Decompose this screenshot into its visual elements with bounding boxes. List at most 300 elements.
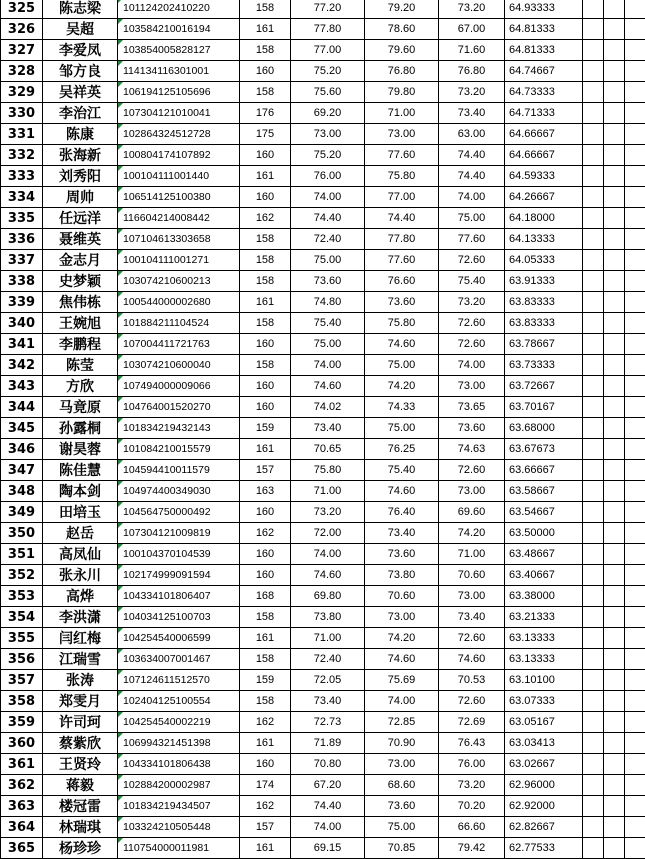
empty-cell[interactable] (625, 313, 645, 334)
code-cell[interactable]: 158 (240, 313, 291, 334)
score-3-cell[interactable]: 71.60 (439, 40, 505, 61)
name-cell[interactable]: 张涛 (43, 670, 118, 691)
average-cell[interactable]: 64.13333 (505, 229, 583, 250)
name-cell[interactable]: 高凤仙 (43, 544, 118, 565)
average-cell[interactable]: 63.48667 (505, 544, 583, 565)
score-2-cell[interactable]: 73.60 (365, 544, 439, 565)
score-2-cell[interactable]: 77.00 (365, 187, 439, 208)
empty-cell[interactable] (583, 334, 604, 355)
score-3-cell[interactable]: 76.80 (439, 61, 505, 82)
empty-cell[interactable] (604, 523, 625, 544)
empty-cell[interactable] (625, 103, 645, 124)
rank-cell[interactable]: 364 (1, 817, 43, 838)
score-1-cell[interactable]: 75.80 (291, 460, 365, 481)
candidate-id-cell[interactable] (118, 838, 240, 859)
score-1-cell[interactable]: 70.65 (291, 439, 365, 460)
code-cell[interactable]: 160 (240, 565, 291, 586)
name-cell[interactable]: 杨珍珍 (43, 838, 118, 859)
score-1-cell[interactable]: 72.40 (291, 229, 365, 250)
rank-cell[interactable]: 356 (1, 649, 43, 670)
score-3-cell[interactable]: 70.53 (439, 670, 505, 691)
score-2-cell[interactable]: 74.60 (365, 481, 439, 502)
empty-cell[interactable] (604, 565, 625, 586)
score-3-cell[interactable]: 73.60 (439, 418, 505, 439)
score-3-cell[interactable]: 76.00 (439, 754, 505, 775)
empty-cell[interactable] (604, 607, 625, 628)
name-cell[interactable]: 陈莹 (43, 355, 118, 376)
score-2-cell[interactable]: 74.60 (365, 334, 439, 355)
name-cell[interactable]: 陈康 (43, 124, 118, 145)
average-cell[interactable]: 63.07333 (505, 691, 583, 712)
score-2-cell[interactable]: 73.40 (365, 523, 439, 544)
code-cell[interactable]: 160 (240, 544, 291, 565)
empty-cell[interactable] (583, 376, 604, 397)
empty-cell[interactable] (583, 208, 604, 229)
candidate-id-cell[interactable] (118, 250, 240, 271)
score-3-cell[interactable]: 72.60 (439, 460, 505, 481)
empty-cell[interactable] (625, 523, 645, 544)
empty-cell[interactable] (604, 208, 625, 229)
empty-cell[interactable] (604, 670, 625, 691)
candidate-id-cell[interactable] (118, 334, 240, 355)
candidate-id-cell[interactable] (118, 649, 240, 670)
empty-cell[interactable] (604, 334, 625, 355)
empty-cell[interactable] (583, 292, 604, 313)
score-3-cell[interactable]: 73.20 (439, 82, 505, 103)
score-1-cell[interactable]: 74.00 (291, 187, 365, 208)
empty-cell[interactable] (604, 397, 625, 418)
name-cell[interactable]: 邹方良 (43, 61, 118, 82)
empty-cell[interactable] (604, 628, 625, 649)
rank-cell[interactable]: 335 (1, 208, 43, 229)
average-cell[interactable]: 63.83333 (505, 313, 583, 334)
score-2-cell[interactable]: 72.85 (365, 712, 439, 733)
code-cell[interactable]: 161 (240, 838, 291, 859)
average-cell[interactable]: 63.40667 (505, 565, 583, 586)
average-cell[interactable]: 63.10100 (505, 670, 583, 691)
average-cell[interactable]: 63.83333 (505, 292, 583, 313)
score-1-cell[interactable]: 74.00 (291, 355, 365, 376)
empty-cell[interactable] (625, 418, 645, 439)
empty-cell[interactable] (583, 229, 604, 250)
empty-cell[interactable] (604, 313, 625, 334)
score-1-cell[interactable]: 76.00 (291, 166, 365, 187)
name-cell[interactable]: 张海新 (43, 145, 118, 166)
name-cell[interactable]: 蒋毅 (43, 775, 118, 796)
empty-cell[interactable] (625, 460, 645, 481)
empty-cell[interactable] (625, 208, 645, 229)
name-cell[interactable]: 林瑞琪 (43, 817, 118, 838)
candidate-id-cell[interactable] (118, 439, 240, 460)
score-1-cell[interactable]: 73.40 (291, 691, 365, 712)
empty-cell[interactable] (583, 271, 604, 292)
candidate-id-cell[interactable] (118, 418, 240, 439)
empty-cell[interactable] (625, 271, 645, 292)
code-cell[interactable]: 174 (240, 775, 291, 796)
rank-cell[interactable]: 346 (1, 439, 43, 460)
score-1-cell[interactable]: 77.20 (291, 0, 365, 19)
empty-cell[interactable] (604, 82, 625, 103)
score-2-cell[interactable]: 73.60 (365, 796, 439, 817)
empty-cell[interactable] (604, 817, 625, 838)
name-cell[interactable]: 陶本剑 (43, 481, 118, 502)
score-1-cell[interactable]: 69.15 (291, 838, 365, 859)
average-cell[interactable]: 63.50000 (505, 523, 583, 544)
code-cell[interactable]: 158 (240, 229, 291, 250)
average-cell[interactable]: 63.66667 (505, 460, 583, 481)
name-cell[interactable]: 郑雯月 (43, 691, 118, 712)
score-2-cell[interactable]: 76.40 (365, 502, 439, 523)
average-cell[interactable]: 63.73333 (505, 355, 583, 376)
score-3-cell[interactable]: 69.60 (439, 502, 505, 523)
code-cell[interactable]: 158 (240, 82, 291, 103)
empty-cell[interactable] (583, 40, 604, 61)
candidate-id-cell[interactable] (118, 691, 240, 712)
candidate-id-cell[interactable] (118, 607, 240, 628)
empty-cell[interactable] (604, 691, 625, 712)
score-3-cell[interactable]: 76.43 (439, 733, 505, 754)
average-cell[interactable]: 62.92000 (505, 796, 583, 817)
score-1-cell[interactable]: 69.20 (291, 103, 365, 124)
score-2-cell[interactable]: 73.60 (365, 292, 439, 313)
score-3-cell[interactable]: 74.00 (439, 187, 505, 208)
empty-cell[interactable] (604, 502, 625, 523)
score-3-cell[interactable]: 73.00 (439, 376, 505, 397)
score-2-cell[interactable]: 74.00 (365, 691, 439, 712)
score-3-cell[interactable]: 72.69 (439, 712, 505, 733)
average-cell[interactable]: 64.81333 (505, 19, 583, 40)
score-3-cell[interactable]: 74.60 (439, 649, 505, 670)
candidate-id-cell[interactable] (118, 502, 240, 523)
score-3-cell[interactable]: 74.40 (439, 166, 505, 187)
empty-cell[interactable] (583, 649, 604, 670)
code-cell[interactable]: 160 (240, 376, 291, 397)
empty-cell[interactable] (604, 838, 625, 859)
score-2-cell[interactable]: 79.60 (365, 40, 439, 61)
empty-cell[interactable] (604, 145, 625, 166)
score-1-cell[interactable]: 77.80 (291, 19, 365, 40)
average-cell[interactable]: 63.70167 (505, 397, 583, 418)
empty-cell[interactable] (625, 355, 645, 376)
code-cell[interactable]: 163 (240, 481, 291, 502)
empty-cell[interactable] (583, 838, 604, 859)
empty-cell[interactable] (583, 607, 604, 628)
rank-cell[interactable]: 337 (1, 250, 43, 271)
score-1-cell[interactable]: 71.89 (291, 733, 365, 754)
score-2-cell[interactable]: 68.60 (365, 775, 439, 796)
empty-cell[interactable] (625, 124, 645, 145)
code-cell[interactable]: 158 (240, 355, 291, 376)
rank-cell[interactable]: 350 (1, 523, 43, 544)
name-cell[interactable]: 楼冠雷 (43, 796, 118, 817)
score-1-cell[interactable]: 69.80 (291, 586, 365, 607)
empty-cell[interactable] (604, 355, 625, 376)
average-cell[interactable]: 62.77533 (505, 838, 583, 859)
candidate-id-cell[interactable] (118, 796, 240, 817)
candidate-id-cell[interactable] (118, 733, 240, 754)
empty-cell[interactable] (583, 355, 604, 376)
empty-cell[interactable] (583, 187, 604, 208)
candidate-id-cell[interactable] (118, 292, 240, 313)
score-2-cell[interactable]: 70.85 (365, 838, 439, 859)
empty-cell[interactable] (604, 124, 625, 145)
score-2-cell[interactable]: 79.80 (365, 82, 439, 103)
score-1-cell[interactable]: 73.00 (291, 124, 365, 145)
code-cell[interactable]: 176 (240, 103, 291, 124)
empty-cell[interactable] (604, 103, 625, 124)
code-cell[interactable]: 160 (240, 502, 291, 523)
score-1-cell[interactable]: 72.05 (291, 670, 365, 691)
empty-cell[interactable] (583, 82, 604, 103)
code-cell[interactable]: 159 (240, 418, 291, 439)
score-2-cell[interactable]: 74.60 (365, 649, 439, 670)
candidate-id-cell[interactable] (118, 355, 240, 376)
score-2-cell[interactable]: 73.00 (365, 754, 439, 775)
average-cell[interactable]: 63.58667 (505, 481, 583, 502)
average-cell[interactable]: 63.21333 (505, 607, 583, 628)
empty-cell[interactable] (604, 439, 625, 460)
code-cell[interactable]: 162 (240, 712, 291, 733)
empty-cell[interactable] (583, 544, 604, 565)
score-1-cell[interactable]: 75.40 (291, 313, 365, 334)
empty-cell[interactable] (625, 775, 645, 796)
score-1-cell[interactable]: 74.80 (291, 292, 365, 313)
score-2-cell[interactable]: 75.40 (365, 460, 439, 481)
name-cell[interactable]: 陈志梁 (43, 0, 118, 19)
name-cell[interactable]: 吴祥英 (43, 82, 118, 103)
score-3-cell[interactable]: 72.60 (439, 313, 505, 334)
candidate-id-cell[interactable] (118, 229, 240, 250)
score-3-cell[interactable]: 74.40 (439, 145, 505, 166)
score-3-cell[interactable]: 79.42 (439, 838, 505, 859)
name-cell[interactable]: 聂维英 (43, 229, 118, 250)
score-3-cell[interactable]: 73.00 (439, 481, 505, 502)
empty-cell[interactable] (625, 397, 645, 418)
score-1-cell[interactable]: 77.00 (291, 40, 365, 61)
score-2-cell[interactable]: 75.00 (365, 418, 439, 439)
rank-cell[interactable]: 345 (1, 418, 43, 439)
candidate-id-cell[interactable] (118, 82, 240, 103)
empty-cell[interactable] (625, 544, 645, 565)
empty-cell[interactable] (625, 145, 645, 166)
empty-cell[interactable] (625, 376, 645, 397)
candidate-id-cell[interactable] (118, 628, 240, 649)
name-cell[interactable]: 谢昊蓉 (43, 439, 118, 460)
empty-cell[interactable] (583, 439, 604, 460)
score-1-cell[interactable]: 73.60 (291, 271, 365, 292)
empty-cell[interactable] (583, 124, 604, 145)
average-cell[interactable]: 64.59333 (505, 166, 583, 187)
score-2-cell[interactable]: 75.80 (365, 166, 439, 187)
candidate-id-cell[interactable] (118, 103, 240, 124)
code-cell[interactable]: 162 (240, 796, 291, 817)
candidate-id-cell[interactable] (118, 565, 240, 586)
score-1-cell[interactable]: 75.00 (291, 334, 365, 355)
score-3-cell[interactable]: 73.40 (439, 103, 505, 124)
score-3-cell[interactable]: 75.40 (439, 271, 505, 292)
empty-cell[interactable] (604, 586, 625, 607)
empty-cell[interactable] (625, 82, 645, 103)
rank-cell[interactable]: 331 (1, 124, 43, 145)
score-2-cell[interactable]: 76.25 (365, 439, 439, 460)
score-3-cell[interactable]: 73.20 (439, 292, 505, 313)
average-cell[interactable]: 62.96000 (505, 775, 583, 796)
score-3-cell[interactable]: 70.60 (439, 565, 505, 586)
empty-cell[interactable] (625, 607, 645, 628)
empty-cell[interactable] (604, 40, 625, 61)
rank-cell[interactable]: 330 (1, 103, 43, 124)
score-2-cell[interactable]: 70.90 (365, 733, 439, 754)
rank-cell[interactable]: 329 (1, 82, 43, 103)
empty-cell[interactable] (583, 691, 604, 712)
score-2-cell[interactable]: 79.20 (365, 0, 439, 19)
score-2-cell[interactable]: 75.00 (365, 355, 439, 376)
code-cell[interactable]: 158 (240, 691, 291, 712)
empty-cell[interactable] (604, 754, 625, 775)
code-cell[interactable]: 158 (240, 271, 291, 292)
candidate-id-cell[interactable] (118, 460, 240, 481)
candidate-id-cell[interactable] (118, 586, 240, 607)
score-2-cell[interactable]: 75.80 (365, 313, 439, 334)
name-cell[interactable]: 周帅 (43, 187, 118, 208)
name-cell[interactable]: 史梦颖 (43, 271, 118, 292)
score-1-cell[interactable]: 67.20 (291, 775, 365, 796)
code-cell[interactable]: 160 (240, 334, 291, 355)
name-cell[interactable]: 李治江 (43, 103, 118, 124)
candidate-id-cell[interactable] (118, 40, 240, 61)
empty-cell[interactable] (583, 733, 604, 754)
name-cell[interactable]: 李爱凤 (43, 40, 118, 61)
rank-cell[interactable]: 360 (1, 733, 43, 754)
empty-cell[interactable] (583, 502, 604, 523)
rank-cell[interactable]: 354 (1, 607, 43, 628)
empty-cell[interactable] (625, 838, 645, 859)
code-cell[interactable]: 157 (240, 817, 291, 838)
code-cell[interactable]: 160 (240, 187, 291, 208)
score-3-cell[interactable]: 63.00 (439, 124, 505, 145)
score-2-cell[interactable]: 76.60 (365, 271, 439, 292)
rank-cell[interactable]: 357 (1, 670, 43, 691)
empty-cell[interactable] (583, 481, 604, 502)
score-3-cell[interactable]: 66.60 (439, 817, 505, 838)
average-cell[interactable]: 63.68000 (505, 418, 583, 439)
empty-cell[interactable] (583, 397, 604, 418)
score-3-cell[interactable]: 70.20 (439, 796, 505, 817)
average-cell[interactable]: 64.26667 (505, 187, 583, 208)
average-cell[interactable]: 63.78667 (505, 334, 583, 355)
empty-cell[interactable] (625, 565, 645, 586)
average-cell[interactable]: 63.54667 (505, 502, 583, 523)
score-2-cell[interactable]: 77.60 (365, 250, 439, 271)
name-cell[interactable]: 刘秀阳 (43, 166, 118, 187)
empty-cell[interactable] (625, 187, 645, 208)
empty-cell[interactable] (604, 229, 625, 250)
empty-cell[interactable] (625, 166, 645, 187)
score-2-cell[interactable]: 77.80 (365, 229, 439, 250)
average-cell[interactable]: 64.73333 (505, 82, 583, 103)
score-3-cell[interactable]: 73.40 (439, 607, 505, 628)
rank-cell[interactable]: 343 (1, 376, 43, 397)
rank-cell[interactable]: 361 (1, 754, 43, 775)
score-2-cell[interactable]: 76.80 (365, 61, 439, 82)
score-1-cell[interactable]: 73.20 (291, 502, 365, 523)
code-cell[interactable]: 160 (240, 145, 291, 166)
score-1-cell[interactable]: 74.40 (291, 208, 365, 229)
score-3-cell[interactable]: 72.60 (439, 691, 505, 712)
candidate-id-cell[interactable] (118, 376, 240, 397)
code-cell[interactable]: 161 (240, 439, 291, 460)
candidate-id-cell[interactable] (118, 19, 240, 40)
empty-cell[interactable] (583, 796, 604, 817)
score-1-cell[interactable]: 72.73 (291, 712, 365, 733)
score-2-cell[interactable]: 74.20 (365, 376, 439, 397)
score-3-cell[interactable]: 72.60 (439, 250, 505, 271)
name-cell[interactable]: 赵岳 (43, 523, 118, 544)
empty-cell[interactable] (583, 313, 604, 334)
empty-cell[interactable] (583, 19, 604, 40)
score-3-cell[interactable]: 71.00 (439, 544, 505, 565)
candidate-id-cell[interactable] (118, 670, 240, 691)
candidate-id-cell[interactable] (118, 61, 240, 82)
name-cell[interactable]: 蔡紫欣 (43, 733, 118, 754)
rank-cell[interactable]: 332 (1, 145, 43, 166)
empty-cell[interactable] (583, 817, 604, 838)
empty-cell[interactable] (604, 418, 625, 439)
empty-cell[interactable] (604, 376, 625, 397)
score-1-cell[interactable]: 72.00 (291, 523, 365, 544)
name-cell[interactable]: 焦伟栋 (43, 292, 118, 313)
rank-cell[interactable]: 325 (1, 0, 43, 19)
empty-cell[interactable] (604, 775, 625, 796)
score-1-cell[interactable]: 74.60 (291, 565, 365, 586)
empty-cell[interactable] (583, 145, 604, 166)
name-cell[interactable]: 任远洋 (43, 208, 118, 229)
name-cell[interactable]: 高烨 (43, 586, 118, 607)
score-2-cell[interactable]: 70.60 (365, 586, 439, 607)
empty-cell[interactable] (583, 670, 604, 691)
candidate-id-cell[interactable] (118, 187, 240, 208)
empty-cell[interactable] (625, 481, 645, 502)
score-1-cell[interactable]: 74.00 (291, 544, 365, 565)
rank-cell[interactable]: 365 (1, 838, 43, 859)
average-cell[interactable]: 63.05167 (505, 712, 583, 733)
average-cell[interactable]: 64.18000 (505, 208, 583, 229)
empty-cell[interactable] (604, 796, 625, 817)
empty-cell[interactable] (583, 103, 604, 124)
empty-cell[interactable] (625, 796, 645, 817)
score-3-cell[interactable]: 74.00 (439, 355, 505, 376)
score-3-cell[interactable]: 73.20 (439, 775, 505, 796)
empty-cell[interactable] (604, 0, 625, 19)
candidate-id-cell[interactable] (118, 775, 240, 796)
name-cell[interactable]: 闫红梅 (43, 628, 118, 649)
empty-cell[interactable] (625, 502, 645, 523)
rank-cell[interactable]: 344 (1, 397, 43, 418)
empty-cell[interactable] (583, 250, 604, 271)
average-cell[interactable]: 64.93333 (505, 0, 583, 19)
candidate-id-cell[interactable] (118, 313, 240, 334)
rank-cell[interactable]: 358 (1, 691, 43, 712)
average-cell[interactable]: 64.66667 (505, 124, 583, 145)
empty-cell[interactable] (625, 733, 645, 754)
rank-cell[interactable]: 355 (1, 628, 43, 649)
code-cell[interactable]: 158 (240, 0, 291, 19)
empty-cell[interactable] (604, 460, 625, 481)
name-cell[interactable]: 田培玉 (43, 502, 118, 523)
code-cell[interactable]: 161 (240, 628, 291, 649)
empty-cell[interactable] (604, 166, 625, 187)
empty-cell[interactable] (625, 754, 645, 775)
